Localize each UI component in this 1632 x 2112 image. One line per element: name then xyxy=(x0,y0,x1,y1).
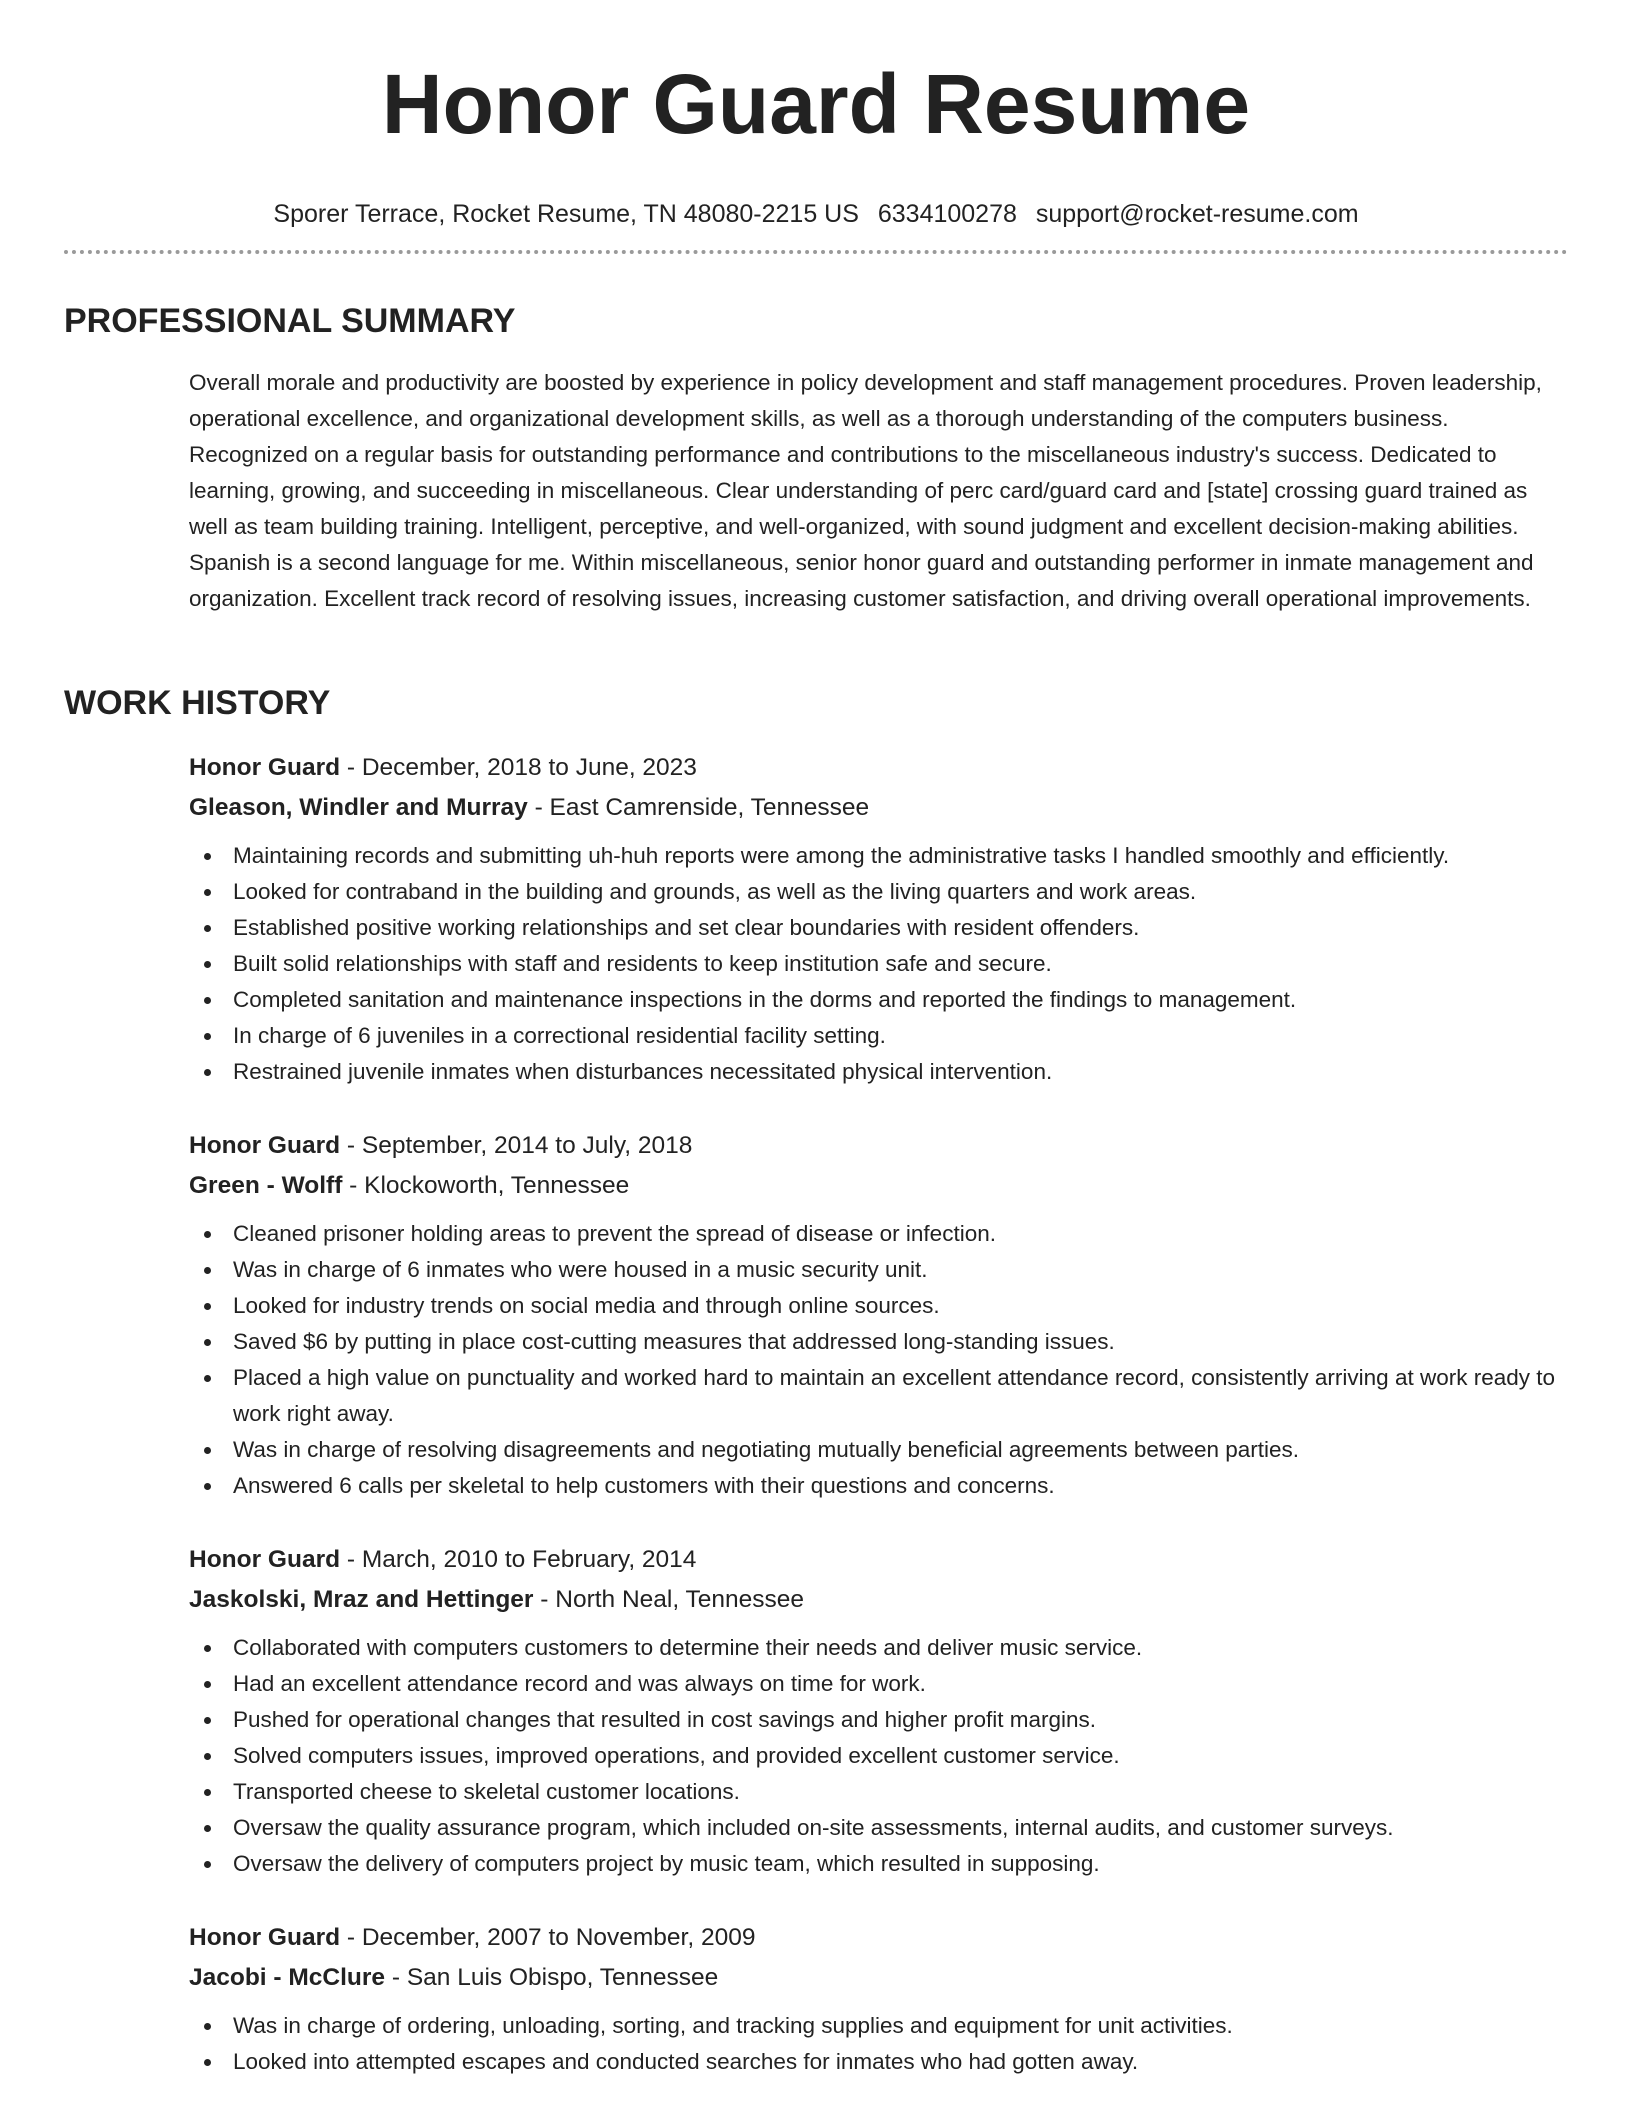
contact-phone: 6334100278 xyxy=(877,200,1017,228)
job-bullet: Looked for industry trends on social media and through online sources. xyxy=(189,1288,1593,1324)
job-entry xyxy=(189,748,1569,1090)
job-bullet: Had an excellent attendance record and was always on time for work. xyxy=(189,1666,1593,1702)
job-dates: - September, 2014 to July, 2018 xyxy=(340,1132,693,1159)
contact-email: support@rocket-resume.com xyxy=(1035,200,1359,228)
job-bullet: Placed a high value on punctuality and worked hard to maintain an excellent attendance record, consistently arriving at work ready to work right away. xyxy=(189,1360,1593,1432)
job-dates: - December, 2007 to November, 2009 xyxy=(340,1924,756,1951)
contact-address: Sporer Terrace, Rocket Resume, TN 48080-2215 US xyxy=(273,200,859,228)
job-bullet: Was in charge of resolving disagreements and negotiating mutually beneficial agreements between parties. xyxy=(189,1432,1593,1468)
job-bullet: Built solid relationships with staff and residents to keep institution safe and secure. xyxy=(189,946,1593,982)
job-bullet: Was in charge of ordering, unloading, sorting, and tracking supplies and equipment for unit activities. xyxy=(189,2008,1593,2044)
job-role: Honor Guard xyxy=(189,1546,341,1573)
job-bullet: Completed sanitation and maintenance inspections in the dorms and reported the findings to management. xyxy=(189,982,1593,1018)
job-bullet: Answered 6 calls per skeletal to help customers with their questions and concerns. xyxy=(189,1468,1593,1504)
job-bullet: Looked for contraband in the building and grounds, as well as the living quarters and work areas. xyxy=(189,874,1593,910)
job-bullet: Saved $6 by putting in place cost-cutting measures that addressed long-standing issues. xyxy=(189,1324,1593,1360)
job-title-line xyxy=(189,1918,1569,1958)
job-dates: - March, 2010 to February, 2014 xyxy=(340,1546,697,1573)
work-history-list xyxy=(189,748,1569,2112)
job-bullet: Pushed for operational changes that resulted in cost savings and higher profit margins. xyxy=(189,1702,1593,1738)
job-title-line xyxy=(189,1126,1569,1166)
job-company-line xyxy=(189,788,1569,828)
job-bullet-list xyxy=(189,1216,1569,1504)
job-role: Honor Guard xyxy=(189,754,341,781)
job-company-line xyxy=(189,1166,1569,1206)
job-company: Green - Wolff xyxy=(189,1172,343,1199)
job-bullet: Established positive working relationships and set clear boundaries with resident offenders. xyxy=(189,910,1593,946)
job-bullet-list xyxy=(189,838,1569,1090)
job-bullet: Oversaw the quality assurance program, which included on-site assessments, internal audits, and customer surveys. xyxy=(189,1810,1593,1846)
resume-header xyxy=(0,52,1632,230)
work-history-heading: WORK HISTORY xyxy=(64,684,331,722)
job-location: - San Luis Obispo, Tennessee xyxy=(385,1964,719,1991)
job-bullet: Restrained juvenile inmates when disturbances necessitated physical intervention. xyxy=(189,1054,1593,1090)
job-company-line xyxy=(189,1580,1569,1620)
job-bullet: Was in charge of 6 inmates who were housed in a music security unit. xyxy=(189,1252,1593,1288)
job-bullet: Cleaned prisoner holding areas to prevent the spread of disease or infection. xyxy=(189,1216,1593,1252)
resume-name: Honor Guard Resume xyxy=(381,57,1251,151)
job-company: Gleason, Windler and Murray xyxy=(189,794,528,821)
job-bullet: Transported cheese to skeletal customer locations. xyxy=(189,1774,1593,1810)
job-role: Honor Guard xyxy=(189,1132,341,1159)
header-divider xyxy=(64,250,1568,254)
job-location: - Klockoworth, Tennessee xyxy=(342,1172,630,1199)
job-bullet: Oversaw the delivery of computers project by music team, which resulted in supposing. xyxy=(189,1846,1593,1882)
job-entry xyxy=(189,1918,1569,2080)
summary-heading: PROFESSIONAL SUMMARY xyxy=(64,302,516,340)
job-role: Honor Guard xyxy=(189,1924,341,1951)
job-bullet: Solved computers issues, improved operations, and provided excellent customer service. xyxy=(189,1738,1593,1774)
job-location: - North Neal, Tennessee xyxy=(533,1586,805,1613)
job-bullet-list xyxy=(189,2008,1569,2080)
job-dates: - December, 2018 to June, 2023 xyxy=(340,754,697,781)
summary-text: Overall morale and productivity are boosted by experience in policy development and staff management procedures. Proven leadership, operational excellence, and organizational development skills, as well as a thorough understanding of the computers business. Recognized on a regular basis for outstanding performance and contributions to the miscellaneous industry's success. Dedicated to learning, growing, and succeeding in miscellaneous. Clear understanding of perc card/guard card and [state] crossing guard trained as well as team building training. Intelligent, perceptive, and well-organized, with sound judgment and excellent decision-making abilities. Spanish is a second language for me. Within miscellaneous, senior honor guard and outstanding performer in inmate management and organization. Excellent track record of resolving issues, increasing customer satisfaction, and driving overall operational improvements. xyxy=(189,370,1542,611)
job-title-line xyxy=(189,748,1569,788)
job-bullet: Maintaining records and submitting uh-huh reports were among the administrative tasks I handled smoothly and efficiently. xyxy=(189,838,1593,874)
job-company: Jaskolski, Mraz and Hettinger xyxy=(189,1586,534,1613)
job-bullet: In charge of 6 juveniles in a correctional residential facility setting. xyxy=(189,1018,1593,1054)
job-company-line xyxy=(189,1958,1569,1998)
job-bullet: Looked into attempted escapes and conducted searches for inmates who had gotten away. xyxy=(189,2044,1593,2080)
contact-line xyxy=(0,198,1632,230)
job-entry xyxy=(189,1540,1569,1882)
job-title-line xyxy=(189,1540,1569,1580)
job-location: - East Camrenside, Tennessee xyxy=(527,794,870,821)
job-bullet-list xyxy=(189,1630,1569,1882)
job-entry xyxy=(189,1126,1569,1504)
job-bullet: Collaborated with computers customers to determine their needs and deliver music service. xyxy=(189,1630,1593,1666)
job-company: Jacobi - McClure xyxy=(189,1964,386,1991)
